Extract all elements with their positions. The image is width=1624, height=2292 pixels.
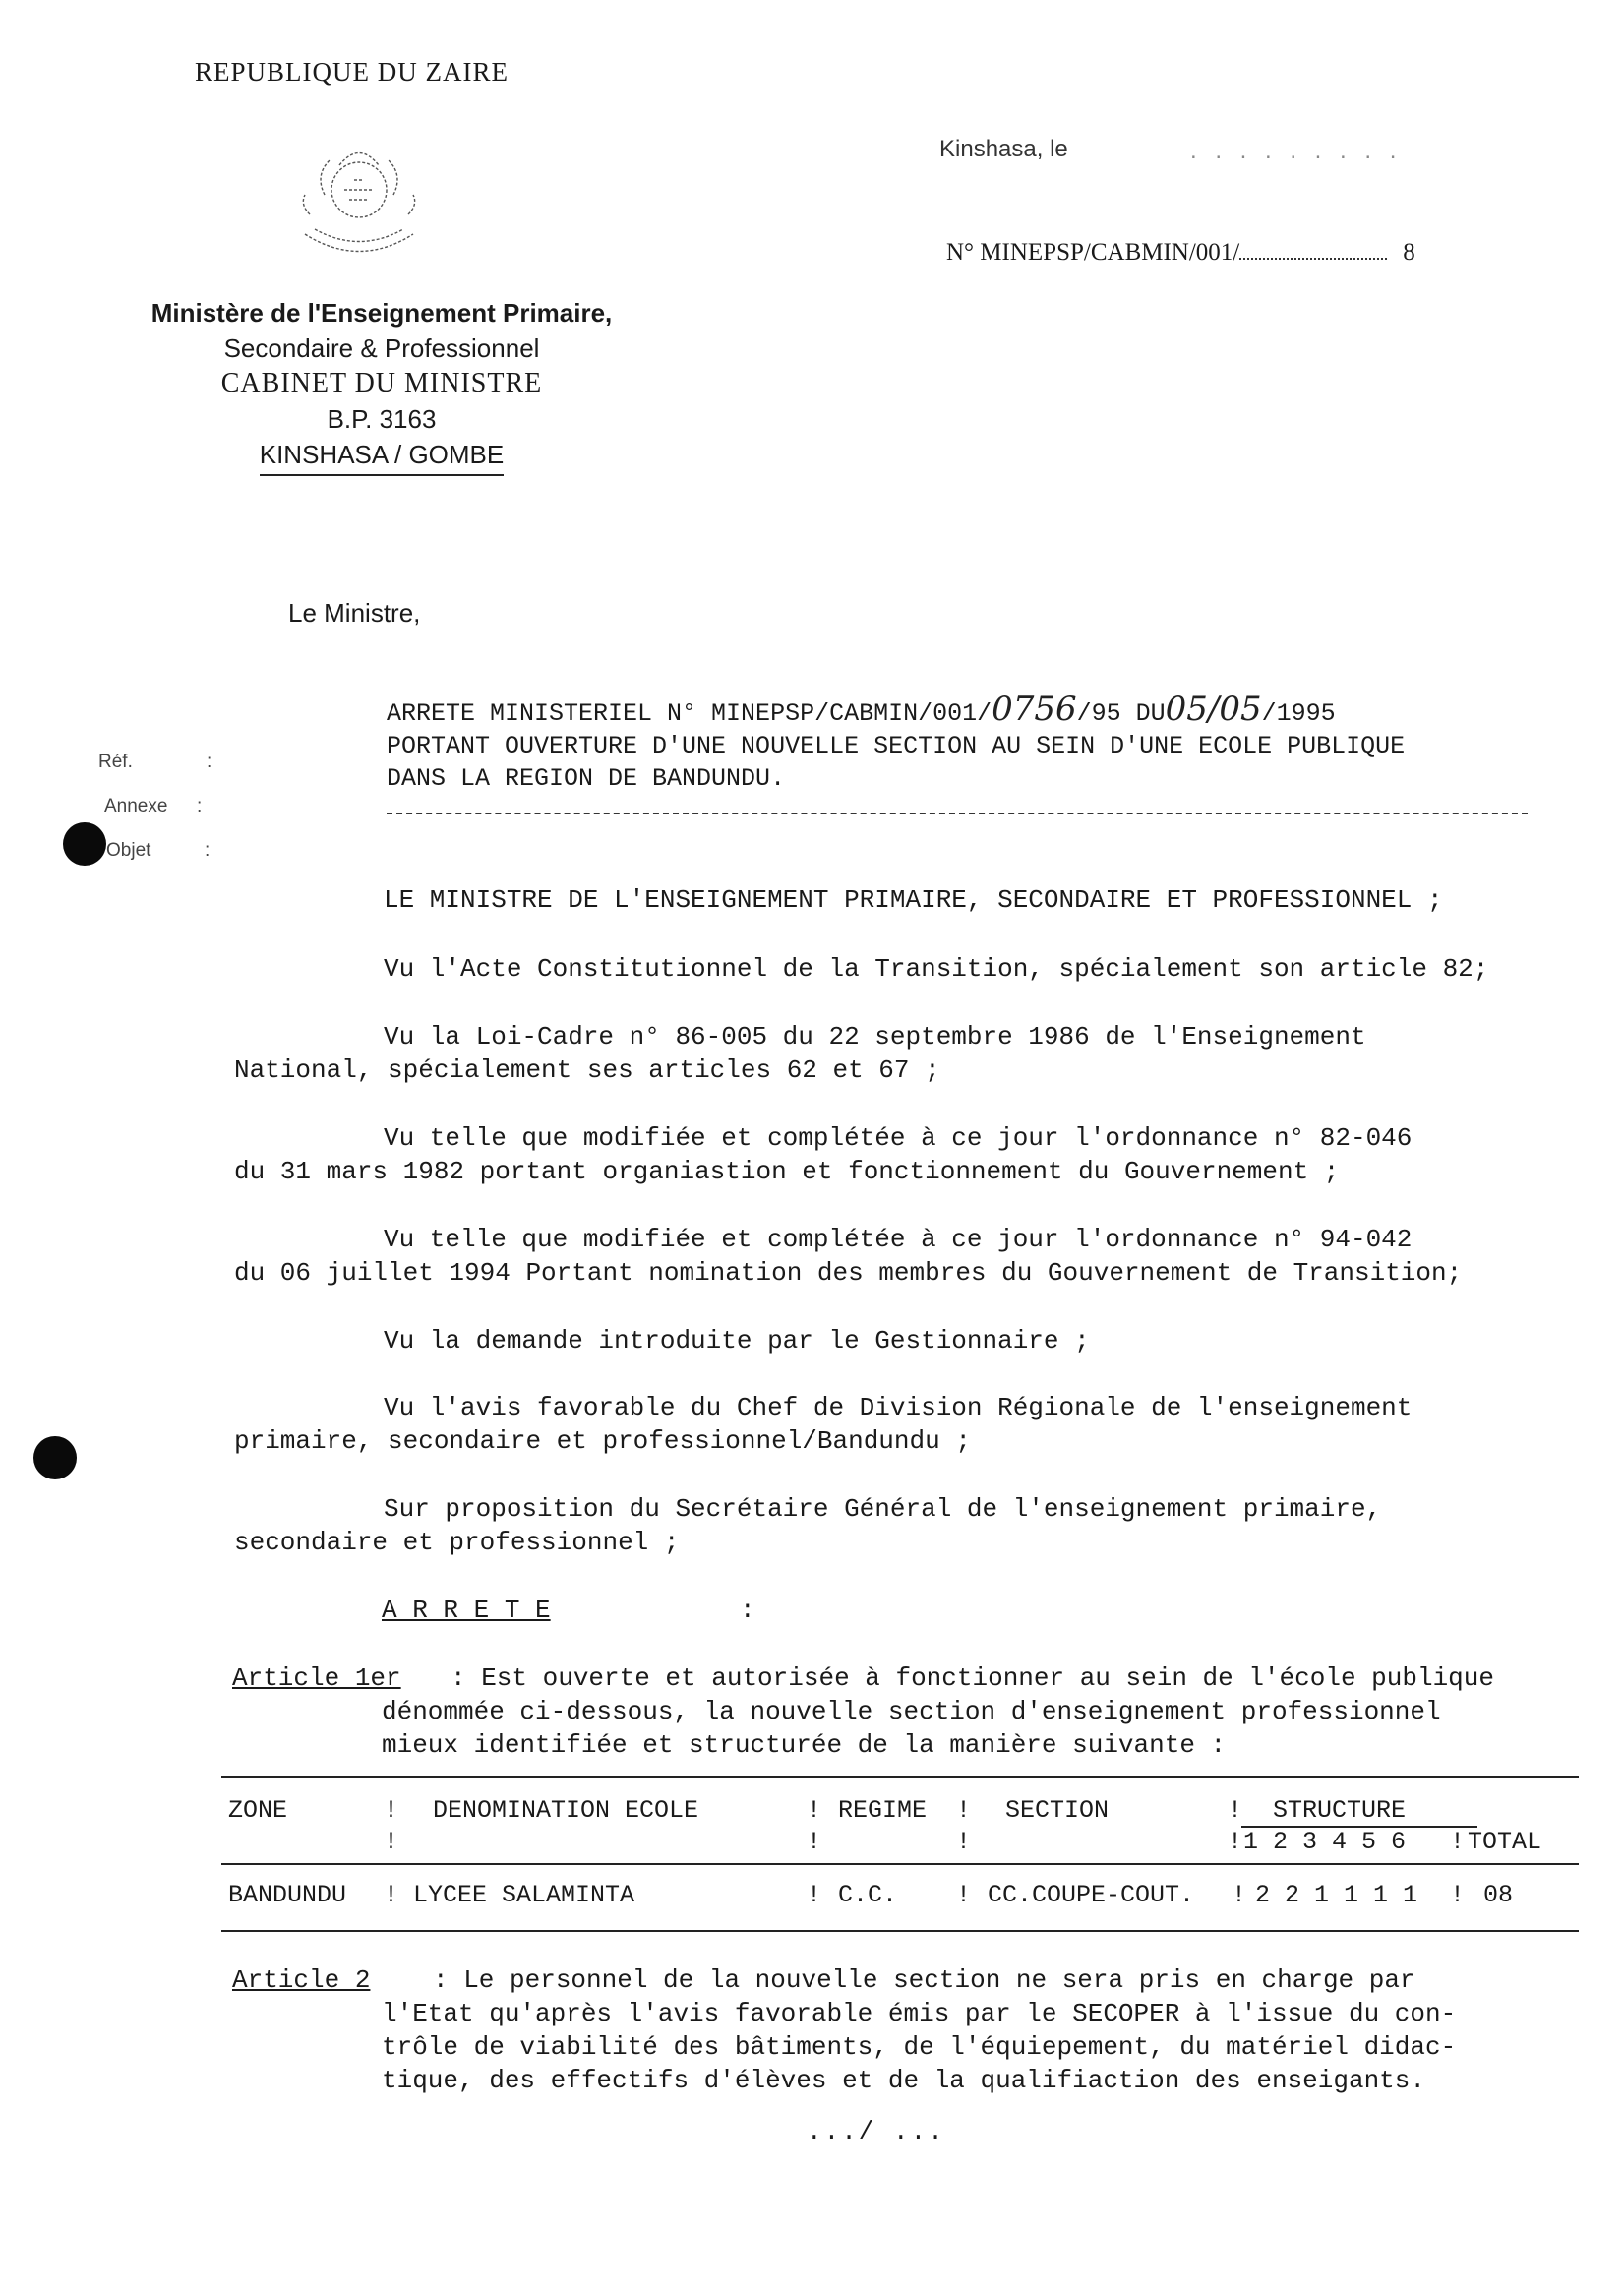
table-sep: !	[384, 1881, 399, 1909]
table-sep: !	[1232, 1881, 1247, 1909]
title-dashed-rule	[387, 813, 1528, 814]
preamble-proposition-line1: Sur proposition du Secrétaire Général de l'enseignement primaire,	[384, 1494, 1382, 1524]
preamble-loi-cadre-line1: Vu la Loi-Cadre n° 86-005 du 22 septembre 1986 de l'Enseignement	[384, 1022, 1366, 1052]
table-sep: !	[1450, 1828, 1466, 1856]
ministry-block	[106, 295, 657, 476]
table-header-total: TOTAL	[1468, 1828, 1542, 1856]
article1-line1: : Est ouverte et autorisée à fonctionner au sein de l'école publique	[451, 1663, 1494, 1693]
ref-label: Réf.	[98, 752, 133, 772]
table-sep: !	[384, 1828, 399, 1856]
table-header-structure: STRUCTURE	[1273, 1796, 1407, 1825]
signatory-label: Le Ministre,	[288, 598, 421, 628]
table-top-rule	[221, 1776, 1579, 1778]
objet-label: Objet	[106, 840, 151, 861]
preamble-constitution: Vu l'Acte Constitutionnel de la Transition, spécialement son article 82;	[384, 954, 1489, 984]
article2-line2: l'Etat qu'après l'avis favorable émis par le SECOPER à l'issue du con-	[382, 1999, 1457, 2028]
decree-title-line3: DANS LA REGION DE BANDUNDU.	[387, 764, 786, 793]
annexe-colon: :	[197, 796, 203, 816]
preamble-demande: Vu la demande introduite par le Gestionnaire ;	[384, 1326, 1090, 1356]
punch-hole-bottom	[33, 1436, 77, 1479]
table-header-zone: ZONE	[228, 1796, 288, 1825]
table-cell-section: CC.COUPE-COUT.	[988, 1881, 1195, 1909]
table-header-denomination: DENOMINATION ECOLE	[433, 1796, 699, 1825]
preamble-ord-82-line1: Vu telle que modifiée et complétée à ce jour l'ordonnance n° 82-046	[384, 1123, 1413, 1153]
city-label: KINSHASA / GOMBE	[260, 437, 505, 476]
table-cell-total: 08	[1483, 1881, 1514, 1909]
table-sep: !	[807, 1796, 822, 1825]
reference-suffix: 8	[1403, 239, 1415, 266]
table-sep: !	[384, 1796, 399, 1825]
decree-title-line2: PORTANT OUVERTURE D'UNE NOUVELLE SECTION AU SEIN D'UNE ECOLE PUBLIQUE	[387, 732, 1406, 760]
ministry-name: Ministère de l'Enseignement Primaire,	[150, 298, 613, 328]
table-sep: !	[1450, 1881, 1466, 1909]
place-date: Kinshasa, le	[939, 136, 1068, 162]
article2-line3: trôle de viabilité des bâtiments, de l'équiepement, du matériel didac-	[382, 2032, 1457, 2062]
article2-line4: tique, des effectifs d'élèves et de la qualifiaction des enseigants.	[382, 2066, 1425, 2095]
decree-title	[387, 690, 1406, 795]
table-cell-zone: BANDUNDU	[228, 1881, 347, 1909]
decree-title-line1: ARRETE MINISTERIEL N° MINEPSP/CABMIN/001/0756/95 DU05/05/1995	[387, 690, 1336, 729]
ref-colon: :	[207, 752, 212, 772]
table-header-rule	[221, 1863, 1579, 1865]
preamble-loi-cadre-line2: National, spécialement ses articles 62 et 67 ;	[234, 1056, 940, 1085]
cabinet-label: CABINET DU MINISTRE	[220, 368, 543, 398]
table-sep: !	[956, 1796, 972, 1825]
table-sep: !	[807, 1881, 822, 1909]
preamble-proposition-line2: secondaire et professionnel ;	[234, 1528, 680, 1557]
date-blank: . . . . . . . . .	[1190, 138, 1403, 164]
continuation-marker: .../ ...	[807, 2117, 945, 2146]
annexe-label: Annexe	[104, 796, 168, 816]
table-sep: !	[956, 1881, 972, 1909]
preamble-ord-82-line2: du 31 mars 1982 portant organiastion et fonctionnement du Gouvernement ;	[234, 1157, 1340, 1186]
article1-line3: mieux identifiée et structurée de la manière suivante :	[382, 1730, 1227, 1760]
coat-of-arms-seal	[285, 136, 433, 264]
preamble-avis-line1: Vu l'avis favorable du Chef de Division Régionale de l'enseignement	[384, 1393, 1413, 1422]
objet-colon: :	[205, 840, 211, 861]
preamble-ord-94-line1: Vu telle que modifiée et complétée à ce jour l'ordonnance n° 94-042	[384, 1225, 1413, 1254]
table-cell-denomination: LYCEE SALAMINTA	[413, 1881, 635, 1909]
reference-number-text: N° MINEPSP/CABMIN/001/	[946, 239, 1240, 266]
handwritten-decree-number: 0756	[992, 690, 1077, 729]
table-sep: !	[1228, 1796, 1243, 1825]
preamble-title: LE MINISTRE DE L'ENSEIGNEMENT PRIMAIRE, SECONDAIRE ET PROFESSIONNEL ;	[384, 885, 1443, 915]
table-sep: !	[956, 1828, 972, 1856]
table-header-structure-years: 1 2 3 4 5 6	[1243, 1828, 1407, 1856]
postal-box: B.P. 3163	[327, 404, 437, 434]
preamble-avis-line2: primaire, secondaire et professionnel/Bandundu ;	[234, 1426, 971, 1456]
punch-hole-top	[63, 822, 106, 866]
table-header-section: SECTION	[1005, 1796, 1110, 1825]
arrete-heading: A R R E T E	[382, 1596, 551, 1625]
article2-line1: : Le personnel de la nouvelle section ne sera pris en charge par	[433, 1965, 1415, 1995]
table-cell-structure: 2 2 1 1 1 1	[1255, 1881, 1418, 1909]
reference-number	[946, 238, 1415, 267]
table-header-regime: REGIME	[838, 1796, 928, 1825]
table-sep: !	[1228, 1828, 1243, 1856]
article2-label: Article 2	[232, 1965, 371, 1995]
table-sep: !	[807, 1828, 822, 1856]
article1-label: Article 1er	[232, 1663, 401, 1693]
republic-heading: REPUBLIQUE DU ZAIRE	[195, 57, 509, 87]
arrete-colon: :	[740, 1596, 755, 1625]
reference-blank	[1239, 238, 1387, 260]
ministry-subname: Secondaire & Professionnel	[223, 333, 540, 363]
table-cell-regime: C.C.	[838, 1881, 898, 1909]
handwritten-decree-date: 05/05	[1165, 690, 1262, 729]
article1-line2: dénommée ci-dessous, la nouvelle section d'enseignement professionnel	[382, 1697, 1441, 1726]
preamble-ord-94-line2: du 06 juillet 1994 Portant nomination des membres du Gouvernement de Transition;	[234, 1258, 1463, 1288]
table-bottom-rule	[221, 1930, 1579, 1932]
